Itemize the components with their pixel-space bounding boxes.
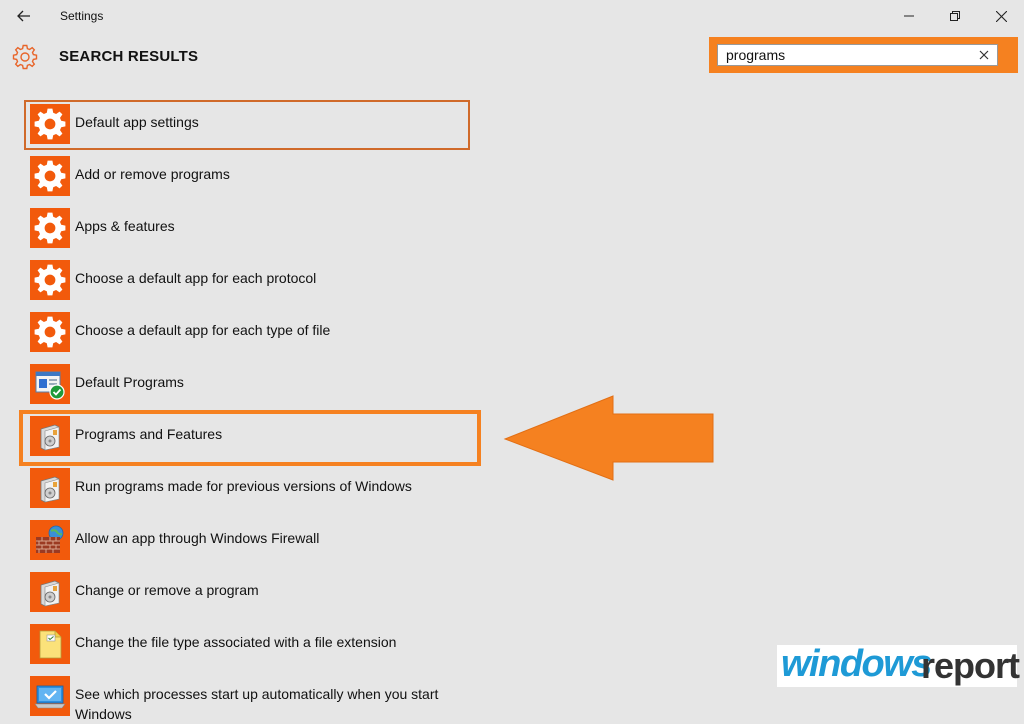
gear-icon — [34, 108, 66, 140]
result-label: Choose a default app for each protocol — [75, 270, 317, 286]
result-label: Run programs made for previous versions of Windows — [75, 478, 412, 494]
result-item-firewall[interactable] — [30, 520, 490, 562]
result-label: Add or remove programs — [75, 166, 230, 182]
back-arrow-icon — [17, 10, 31, 22]
result-label: Default app settings — [75, 114, 199, 130]
window-title: Settings — [60, 9, 104, 23]
result-item-default-app-file-type[interactable] — [30, 312, 490, 354]
result-label: Default Programs — [75, 374, 184, 390]
result-label: Choose a default app for each type of file — [75, 322, 331, 338]
result-label: Apps & features — [75, 218, 175, 234]
result-label: Programs and Features — [75, 426, 223, 442]
restore-button[interactable] — [932, 0, 978, 32]
search-box[interactable] — [717, 44, 998, 66]
watermark-logo — [777, 643, 1020, 687]
gear-icon — [34, 160, 66, 192]
programs-features-icon — [33, 471, 67, 505]
search-input[interactable] — [726, 46, 966, 64]
minimize-button[interactable] — [886, 0, 932, 32]
result-item-default-app-settings[interactable] — [30, 104, 490, 146]
close-icon — [996, 11, 1007, 22]
watermark-part2: report — [921, 645, 1020, 686]
gear-icon — [34, 316, 66, 348]
result-label: See which processes start up automatically when you start Windows — [75, 686, 439, 722]
clear-icon[interactable] — [977, 48, 991, 62]
restore-icon — [950, 11, 960, 21]
close-button[interactable] — [978, 0, 1024, 32]
result-label: Change the file type associated with a file extension — [75, 634, 397, 650]
arrow-annotation-icon — [503, 394, 717, 484]
programs-features-icon — [33, 419, 67, 453]
title-bar — [0, 0, 1024, 32]
gear-icon — [34, 212, 66, 244]
firewall-icon — [33, 523, 67, 557]
file-type-icon — [33, 627, 67, 661]
gear-icon — [34, 264, 66, 296]
result-item-apps-features[interactable] — [30, 208, 490, 250]
result-item-run-previous-versions[interactable] — [30, 468, 490, 510]
result-item-default-programs[interactable] — [30, 364, 490, 406]
result-item-file-type-association[interactable] — [30, 624, 490, 666]
result-item-default-app-protocol[interactable] — [30, 260, 490, 302]
result-label: Change or remove a program — [75, 582, 259, 598]
startup-icon — [33, 679, 67, 713]
result-item-startup-processes[interactable] — [30, 676, 490, 722]
result-item-change-remove-program[interactable] — [30, 572, 490, 614]
gear-icon — [12, 44, 38, 70]
result-item-add-remove-programs[interactable] — [30, 156, 490, 198]
back-button[interactable] — [12, 4, 36, 28]
minimize-icon — [904, 11, 914, 21]
search-highlight — [709, 37, 1018, 73]
watermark-part1: windows — [781, 643, 931, 685]
result-label: Allow an app through Windows Firewall — [75, 530, 320, 546]
default-programs-icon — [33, 367, 67, 401]
page-title: SEARCH RESULTS — [59, 48, 199, 65]
result-item-programs-features[interactable] — [30, 416, 490, 458]
programs-features-icon — [33, 575, 67, 609]
